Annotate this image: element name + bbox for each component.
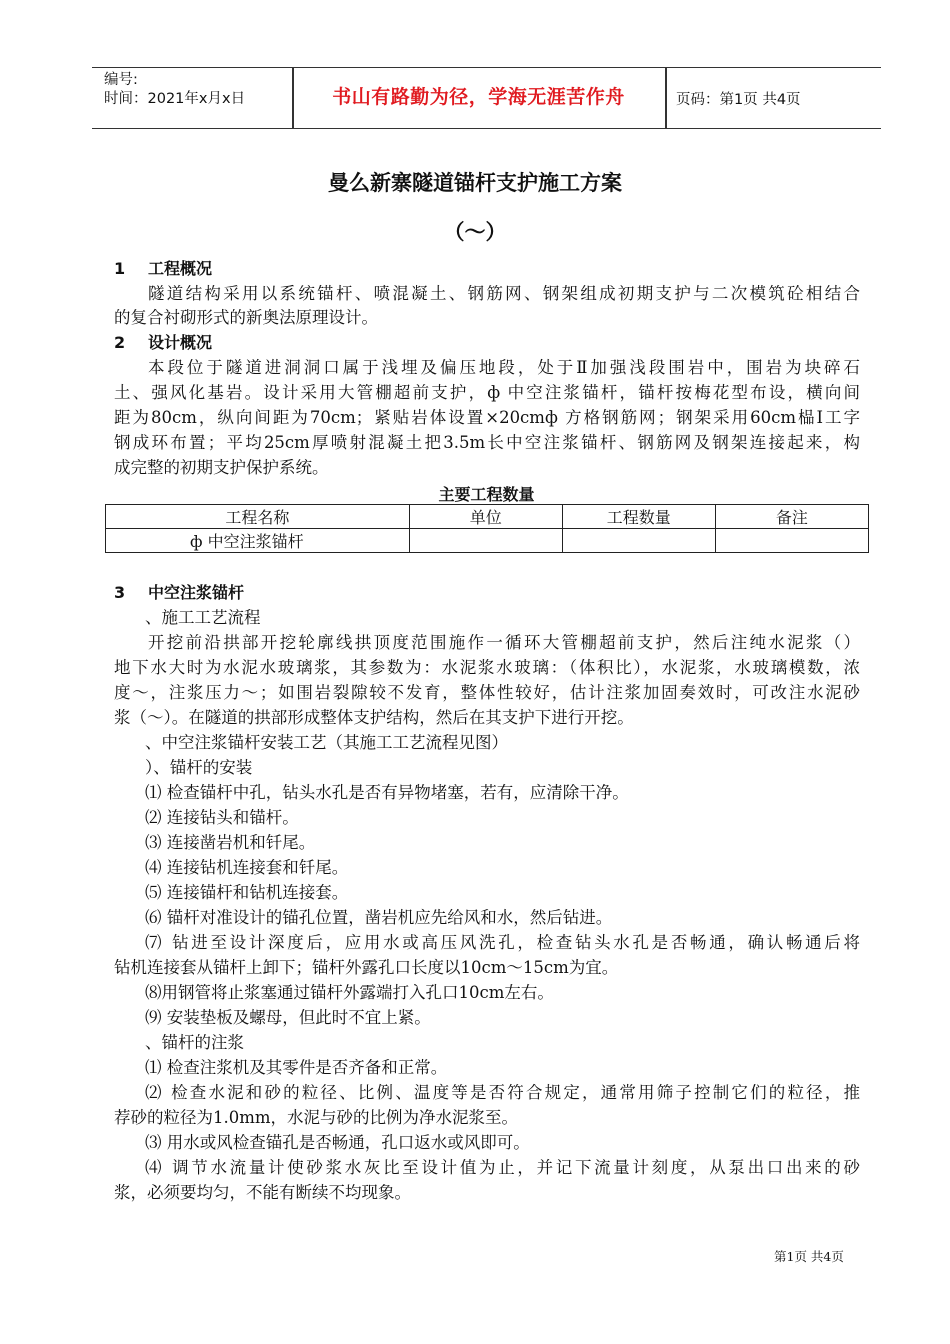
paragraph-line: 荐砂的粒径为1.0mm，水泥与砂的比例为净水泥浆至。: [114, 1108, 519, 1127]
paragraph-line: 浆（～）。在隧道的拱部形成整体支护结构，然后在其支护下进行开挖。: [114, 708, 634, 727]
paragraph-line: ⑶ 用水或风检查锚孔是否畅通，孔口返水或风即可。: [145, 1133, 530, 1152]
table-caption: 主要工程数量: [438, 485, 535, 504]
paragraph-line: ⑷ 连接钻机连接套和钎尾。: [145, 858, 349, 877]
table-header-cell: 工程名称: [106, 505, 410, 529]
page-footer: 第1页 共4页: [774, 1249, 844, 1264]
paragraph-line: 浆，必须要均匀，不能有断续不均现象。: [114, 1183, 411, 1202]
paragraph-line: 隧道结构采用以系统锚杆、喷混凝土、钢筋网、钢架组成初期支护与二次模筑砼相结合: [148, 284, 860, 303]
section-title: 中空注浆锚杆: [148, 583, 245, 602]
table-cell: ф 中空注浆锚杆: [106, 529, 410, 553]
header-meta: [104, 71, 245, 109]
section-2-heading: [114, 331, 860, 355]
paragraph-line: 钻机连接套从锚杆上卸下；锚杆外露孔口长度以10cm～15cm为宜。: [114, 958, 619, 977]
paragraph-line: 距为80cm，纵向间距为70cm；紧贴岩体设置×20cmф 方格钢筋网；钢架采用60cm榀Ⅰ工字: [114, 408, 860, 427]
section-number: 2: [114, 333, 126, 352]
section-1-heading: [114, 257, 860, 281]
paragraph-line: 成完整的初期支护保护系统。: [114, 458, 329, 477]
header-motto: 书山有路勤为径，学海无涯苦作舟: [332, 86, 625, 108]
paragraph-line: ⑼ 安装垫板及螺母，但此时不宜上紧。: [145, 1008, 431, 1027]
section-title: 工程概况: [148, 259, 213, 278]
quantity-table: [105, 504, 869, 553]
header-page-label: 页码：第1页 共4页: [676, 92, 801, 108]
paragraph-line: 、中空注浆锚杆安装工艺（其施工工艺流程见图）: [145, 733, 508, 752]
document-title: 曼么新寨隧道锚杆支护施工方案: [328, 171, 622, 195]
paragraph-line: 钢成环布置；平均25cm厚喷射混凝土把3.5m长中空注浆锚杆、钢筋网及钢架连接起来，构: [114, 433, 860, 452]
paragraph-line: ⑵ 检查水泥和砂的粒径、比例、温度等是否符合规定，通常用筛子控制它们的粒径，推: [145, 1083, 860, 1102]
section-number: 1: [114, 259, 126, 278]
table-cell: [562, 529, 715, 553]
paragraph-line: ⑻用钢管将止浆塞通过锚杆外露端打入孔口10cm左右。: [145, 983, 554, 1002]
paragraph-line: 地下水大时为水泥水玻璃浆，其参数为：水泥浆水玻璃：（体积比），水泥浆，水玻璃模数，浓: [114, 658, 860, 677]
document-subtitle: （～）: [443, 220, 507, 244]
time-label: 时间：2021年x月x日: [104, 91, 246, 107]
table-header-cell: 备注: [715, 505, 868, 529]
paragraph-line: ）、锚杆的安装: [145, 758, 253, 777]
section-number: 3: [114, 583, 126, 602]
paragraph-line: 的复合衬砌形式的新奥法原理设计。: [114, 308, 378, 327]
paragraph-line: 本段位于隧道进洞洞口属于浅埋及偏压地段，处于Ⅱ加强浅段围岩中，围岩为块碎石: [148, 358, 860, 377]
paragraph-line: ⑶ 连接凿岩机和钎尾。: [145, 833, 316, 852]
paragraph-line: ⑸ 连接锚杆和钻机连接套。: [145, 883, 349, 902]
header-divider: [665, 68, 667, 128]
section-3-heading: [114, 581, 860, 605]
paragraph-line: 度～，注浆压力～；如围岩裂隙较不发育，整体性较好，估计注浆加固奏效时，可改注水泥砂: [114, 683, 860, 702]
paragraph-line: ⑷ 调节水流量计使砂浆水灰比至设计值为止，并记下流量计刻度，从泵出口出来的砂: [145, 1158, 860, 1177]
code-label: 编号:: [104, 72, 138, 88]
paragraph-line: ⑴ 检查注浆机及其零件是否齐备和正常。: [145, 1058, 448, 1077]
table-header-cell: 工程数量: [562, 505, 715, 529]
paragraph-line: 、施工工艺流程: [145, 608, 261, 627]
paragraph-line: ⑵ 连接钻头和锚杆。: [145, 808, 299, 827]
table-header-row: [106, 505, 869, 529]
paragraph-line: 土、强风化基岩。设计采用大管棚超前支护，ф 中空注浆锚杆，锚杆按梅花型布设，横向间: [114, 383, 860, 402]
paragraph-line: 、锚杆的注浆: [145, 1033, 244, 1052]
section-title: 设计概况: [148, 333, 213, 352]
paragraph-line: 开挖前沿拱部开挖轮廓线拱顶度范围施作一循环大管棚超前支护，然后注纯水泥浆（）: [148, 633, 860, 652]
paragraph-line: ⑴ 检查锚杆中孔，钻头水孔是否有异物堵塞，若有，应清除干净。: [145, 783, 629, 802]
paragraph-line: ⑹ 锚杆对准设计的锚孔位置，凿岩机应先给风和水，然后钻进。: [145, 908, 613, 927]
table-cell: [715, 529, 868, 553]
table-cell: [409, 529, 562, 553]
table-header-cell: 单位: [409, 505, 562, 529]
paragraph-line: ⑺ 钻进至设计深度后，应用水或高压风洗孔，检查钻头水孔是否畅通，确认畅通后将: [145, 933, 860, 952]
table-row: [106, 529, 869, 553]
page-header: [92, 67, 881, 129]
